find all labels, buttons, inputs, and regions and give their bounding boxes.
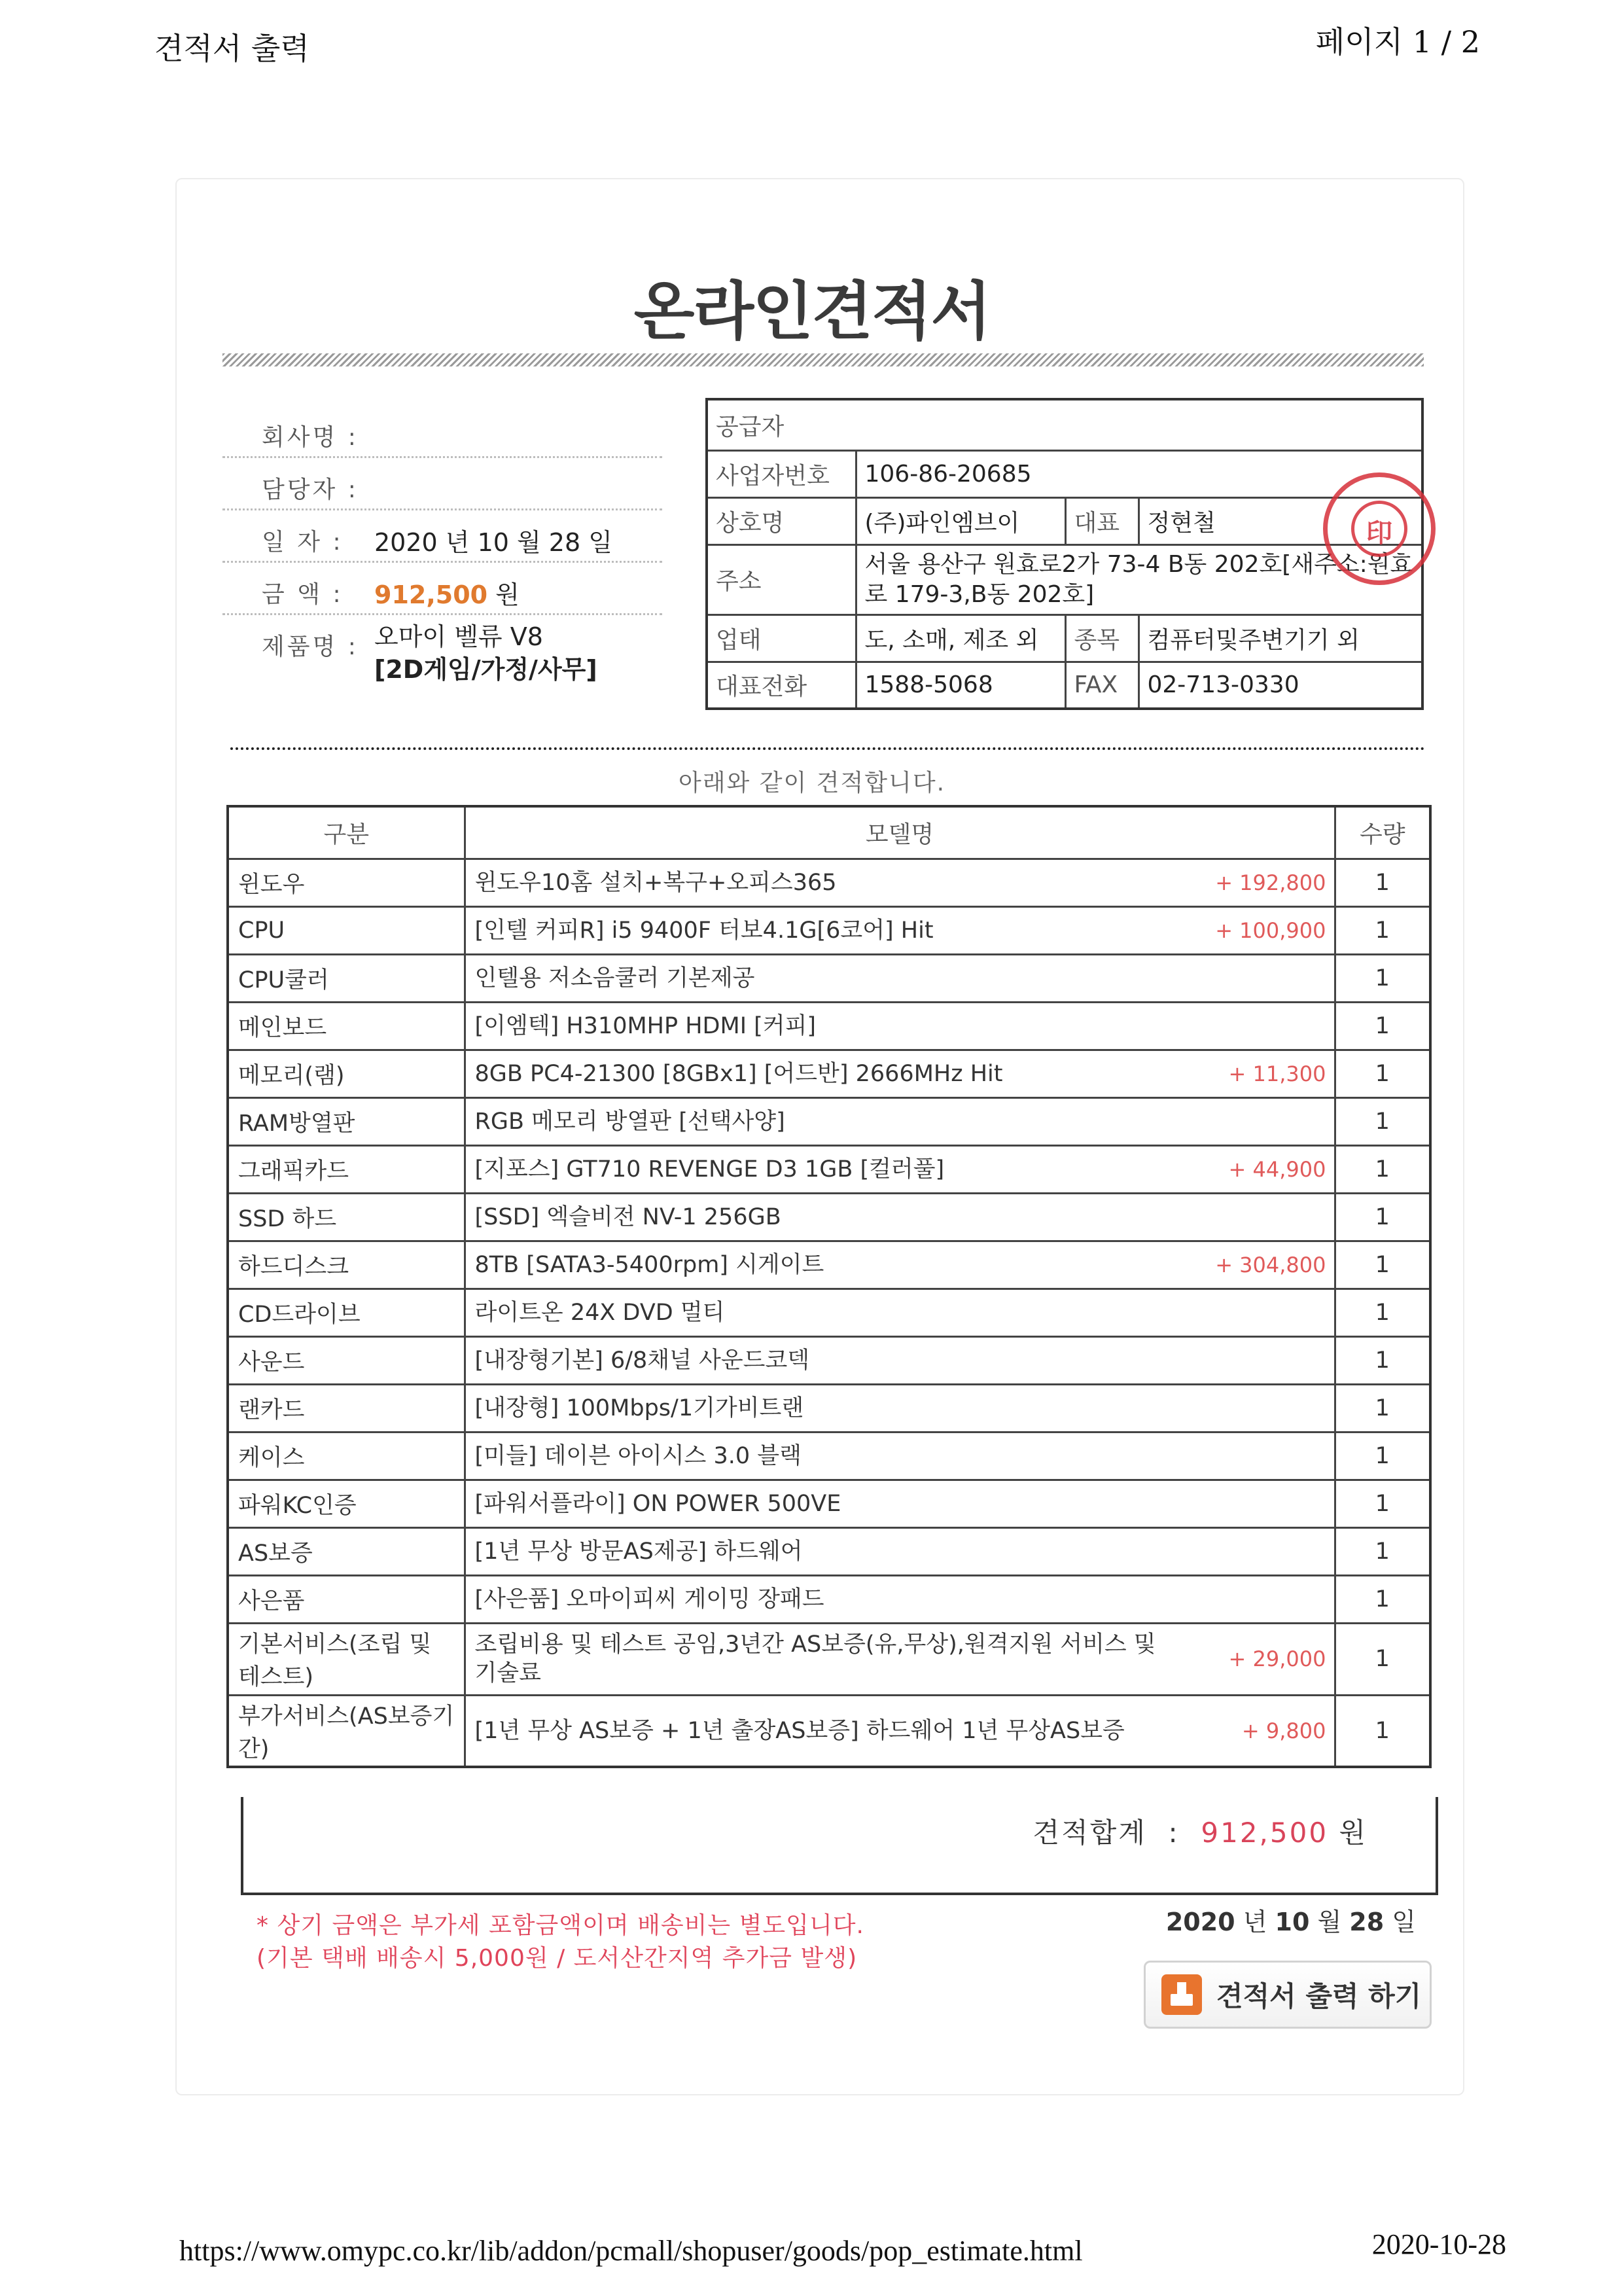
item-category: 케이스 — [228, 1432, 465, 1480]
company-name-value: (주)파인엠브이 — [856, 497, 1065, 544]
item-category: 부가서비스(AS보증기간) — [228, 1695, 465, 1767]
item-category: 랜카드 — [228, 1384, 465, 1432]
item-model: 8GB PC4-21300 [8GBx1] [어드반] 2666MHz Hit — [474, 1060, 1003, 1087]
page-title: 온라인견적서 — [633, 275, 991, 348]
item-category: 사은품 — [228, 1575, 465, 1623]
section-divider — [230, 747, 1425, 750]
date-label: 일 자 : — [262, 529, 344, 556]
item-model-cell — [465, 1480, 1335, 1527]
header-category: 구분 — [228, 806, 465, 859]
item-qty: 1 — [1335, 1050, 1430, 1097]
business-type-value: 도, 소매, 제조 외 — [856, 614, 1065, 662]
item-qty: 1 — [1335, 1623, 1430, 1695]
item-model: [미들] 데이븐 아이시스 3.0 블랙 — [474, 1442, 802, 1469]
item-category: 메인보드 — [228, 1002, 465, 1050]
product-category: [2D게임/가정/사무] — [374, 655, 597, 684]
sign-year-unit: 년 — [1243, 1908, 1267, 1936]
table-row — [228, 1432, 1430, 1480]
item-qty: 1 — [1335, 1384, 1430, 1432]
item-price: + 11,300 — [1228, 1061, 1326, 1086]
seal-text: 印 — [1366, 518, 1392, 548]
address-label: 주소 — [707, 544, 856, 614]
table-row — [228, 1527, 1430, 1575]
ceo-value: 정현철 — [1139, 497, 1422, 544]
item-price: + 192,800 — [1215, 870, 1326, 895]
sign-day-unit: 일 — [1392, 1908, 1416, 1936]
company-name-label: 상호명 — [707, 497, 856, 544]
item-model: 라이트온 24X DVD 멀티 — [474, 1299, 725, 1326]
note-line-2: (기본 택배 배송시 5,000원 / 도서산간지역 추가금 발생) — [256, 1945, 858, 1972]
print-button-label: 견적서 출력 하기 — [1216, 1980, 1422, 2012]
business-item-label: 종목 — [1065, 614, 1139, 662]
address-value: 서울 용산구 원효로2가 73-4 B동 202호[새주소:원효로 179-3,B동 202호] — [856, 544, 1422, 614]
phone-label: 대표전화 — [707, 662, 856, 709]
item-model: [사은품] 오마이피씨 게이밍 장패드 — [474, 1586, 824, 1612]
product-value — [374, 620, 597, 686]
business-type-label: 업태 — [707, 614, 856, 662]
ceo-label: 대표 — [1065, 497, 1139, 544]
item-category: RAM방열판 — [228, 1097, 465, 1145]
table-row — [228, 1384, 1430, 1432]
item-qty: 1 — [1335, 954, 1430, 1002]
item-qty: 1 — [1335, 1695, 1430, 1767]
item-category: 윈도우 — [228, 859, 465, 906]
item-category: AS보증 — [228, 1527, 465, 1575]
item-category: 하드디스크 — [228, 1241, 465, 1289]
item-model-cell — [465, 1097, 1335, 1145]
table-row — [228, 1145, 1430, 1193]
amount-label: 금 액 : — [262, 581, 344, 608]
lead-text: 아래와 같이 견적합니다. — [678, 770, 946, 796]
item-category: CD드라이브 — [228, 1289, 465, 1336]
info-row-product — [222, 615, 662, 687]
table-row — [228, 1289, 1430, 1336]
info-row-manager — [222, 458, 662, 510]
table-row — [228, 1097, 1430, 1145]
item-model-cell — [465, 1695, 1335, 1767]
item-model-cell — [465, 1623, 1335, 1695]
items-header-row — [228, 806, 1430, 859]
total-value: 912,500 — [1201, 1817, 1329, 1849]
item-model-cell — [465, 954, 1335, 1002]
estimate-total — [1033, 1811, 1368, 1851]
reg-label: 사업자번호 — [707, 450, 856, 497]
item-model-cell — [465, 1193, 1335, 1241]
item-price: + 44,900 — [1228, 1156, 1326, 1182]
item-price: + 304,800 — [1215, 1252, 1326, 1277]
table-row — [228, 1193, 1430, 1241]
item-model-cell — [465, 1384, 1335, 1432]
item-model-cell — [465, 1002, 1335, 1050]
total-unit: 원 — [1339, 1817, 1368, 1849]
print-page-number: 페이지 1 / 2 — [1315, 24, 1480, 60]
item-model-cell — [465, 1575, 1335, 1623]
sign-date — [1166, 1902, 1416, 1938]
table-row — [228, 1623, 1430, 1695]
info-row-date — [222, 510, 662, 563]
item-qty: 1 — [1335, 1145, 1430, 1193]
item-qty: 1 — [1335, 906, 1430, 954]
print-footer-url: https://www.omypc.co.kr/lib/addon/pcmall/shopuser/goods/pop_estimate.html — [179, 2235, 1083, 2267]
item-model-cell — [465, 1289, 1335, 1336]
item-model-cell — [465, 1241, 1335, 1289]
item-qty: 1 — [1335, 1097, 1430, 1145]
item-model: [1년 무상 방문AS제공] 하드웨어 — [474, 1538, 803, 1565]
item-model: [지포스] GT710 REVENGE D3 1GB [컬러풀] — [474, 1156, 945, 1183]
item-category: 사운드 — [228, 1336, 465, 1384]
table-row — [228, 1695, 1430, 1767]
item-qty: 1 — [1335, 1002, 1430, 1050]
item-qty: 1 — [1335, 1289, 1430, 1336]
product-label: 제품명 : — [262, 633, 359, 660]
note-line-1: * 상기 금액은 부가세 포함금액이며 배송비는 별도입니다. — [256, 1912, 864, 1939]
fax-label: FAX — [1065, 662, 1139, 709]
item-model-cell — [465, 1050, 1335, 1097]
item-qty: 1 — [1335, 1193, 1430, 1241]
item-model: 8TB [SATA3-5400rpm] 시게이트 — [474, 1251, 824, 1278]
item-model-cell — [465, 1336, 1335, 1384]
item-model: [1년 무상 AS보증 + 1년 출장AS보증] 하드웨어 1년 무상AS보증 — [474, 1717, 1125, 1744]
date-value: 2020 년 10 월 28 일 — [374, 528, 612, 557]
total-separator: : — [1168, 1817, 1180, 1849]
item-model: 윈도우10홈 설치+복구+오피스365 — [474, 869, 837, 896]
item-model: [SSD] 엑슬비전 NV-1 256GB — [474, 1203, 781, 1230]
item-model: [내장형] 100Mbps/1기가비트랜 — [474, 1395, 804, 1421]
estimate-items-table — [226, 805, 1432, 1768]
item-model-cell — [465, 859, 1335, 906]
item-model-cell — [465, 1432, 1335, 1480]
reg-value: 106-86-20685 — [856, 450, 1422, 497]
table-row — [228, 1002, 1430, 1050]
sign-month: 10 — [1275, 1908, 1310, 1936]
info-row-company — [222, 406, 662, 458]
sign-year: 2020 — [1165, 1908, 1235, 1936]
item-price: + 100,900 — [1215, 917, 1326, 943]
product-name: 오마이 벨류 V8 — [374, 622, 543, 651]
fax-value: 02-713-0330 — [1139, 662, 1422, 709]
amount-number: 912,500 — [374, 580, 488, 609]
supplier-table — [705, 398, 1424, 710]
table-row — [228, 906, 1430, 954]
item-category: 파워KC인증 — [228, 1480, 465, 1527]
table-row — [228, 1336, 1430, 1384]
item-qty: 1 — [1335, 1480, 1430, 1527]
title-divider — [222, 353, 1424, 366]
items-body — [228, 859, 1430, 1767]
sign-month-unit: 월 — [1317, 1908, 1342, 1936]
print-estimate-button[interactable] — [1144, 1961, 1432, 2029]
price-notes — [256, 1910, 864, 1975]
table-row — [228, 1241, 1430, 1289]
header-model: 모델명 — [465, 806, 1335, 859]
item-model: 인텔용 저소음쿨러 기본제공 — [474, 965, 755, 991]
item-qty: 1 — [1335, 1432, 1430, 1480]
item-price: + 9,800 — [1241, 1718, 1326, 1743]
business-item-value: 컴퓨터및주변기기 외 — [1139, 614, 1422, 662]
table-row — [228, 1480, 1430, 1527]
item-price: + 29,000 — [1228, 1646, 1326, 1671]
total-label: 견적합계 — [1033, 1817, 1147, 1849]
amount-unit: 원 — [495, 580, 520, 609]
item-model-cell — [465, 1145, 1335, 1193]
company-seal-stamp — [1323, 472, 1436, 585]
sign-day: 28 — [1349, 1908, 1385, 1936]
print-icon — [1161, 1974, 1202, 2015]
item-model: [인텔 커피R] i5 9400F 터보4.1G[6코어] Hit — [474, 917, 934, 944]
info-row-amount — [222, 563, 662, 615]
item-category: 그래픽카드 — [228, 1145, 465, 1193]
table-row — [228, 954, 1430, 1002]
table-row — [228, 1050, 1430, 1097]
company-label: 회사명 : — [262, 424, 359, 451]
item-model-cell — [465, 906, 1335, 954]
header-qty: 수량 — [1335, 806, 1430, 859]
print-header-title: 견적서 출력 — [154, 31, 309, 66]
item-model: [이엠텍] H310MHP HDMI [커피] — [474, 1012, 817, 1039]
item-model: [파워서플라이] ON POWER 500VE — [474, 1490, 841, 1517]
manager-label: 담당자 : — [262, 476, 359, 503]
item-category: 메모리(램) — [228, 1050, 465, 1097]
table-row — [228, 1575, 1430, 1623]
item-qty: 1 — [1335, 1527, 1430, 1575]
total-box — [241, 1797, 1438, 1895]
item-category: CPU — [228, 906, 465, 954]
item-model-cell — [465, 1527, 1335, 1575]
item-qty: 1 — [1335, 1575, 1430, 1623]
supplier-header: 공급자 — [707, 399, 1422, 450]
item-model: [내장형기본] 6/8채널 사운드코덱 — [474, 1347, 810, 1374]
item-qty: 1 — [1335, 1336, 1430, 1384]
item-qty: 1 — [1335, 1241, 1430, 1289]
item-category: SSD 하드 — [228, 1193, 465, 1241]
item-model: 조립비용 및 테스트 공임,3년간 AS보증(유,무상),원격지원 서비스 및 기술료 — [474, 1631, 1156, 1686]
item-category: 기본서비스(조립 및 테스트) — [228, 1623, 465, 1695]
item-model: RGB 메모리 방열판 [선택사양] — [474, 1108, 785, 1135]
print-footer-date: 2020-10-28 — [1371, 2228, 1506, 2260]
phone-value: 1588-5068 — [856, 662, 1065, 709]
table-row — [228, 859, 1430, 906]
item-qty: 1 — [1335, 859, 1430, 906]
amount-value — [374, 575, 520, 611]
item-category: CPU쿨러 — [228, 954, 465, 1002]
